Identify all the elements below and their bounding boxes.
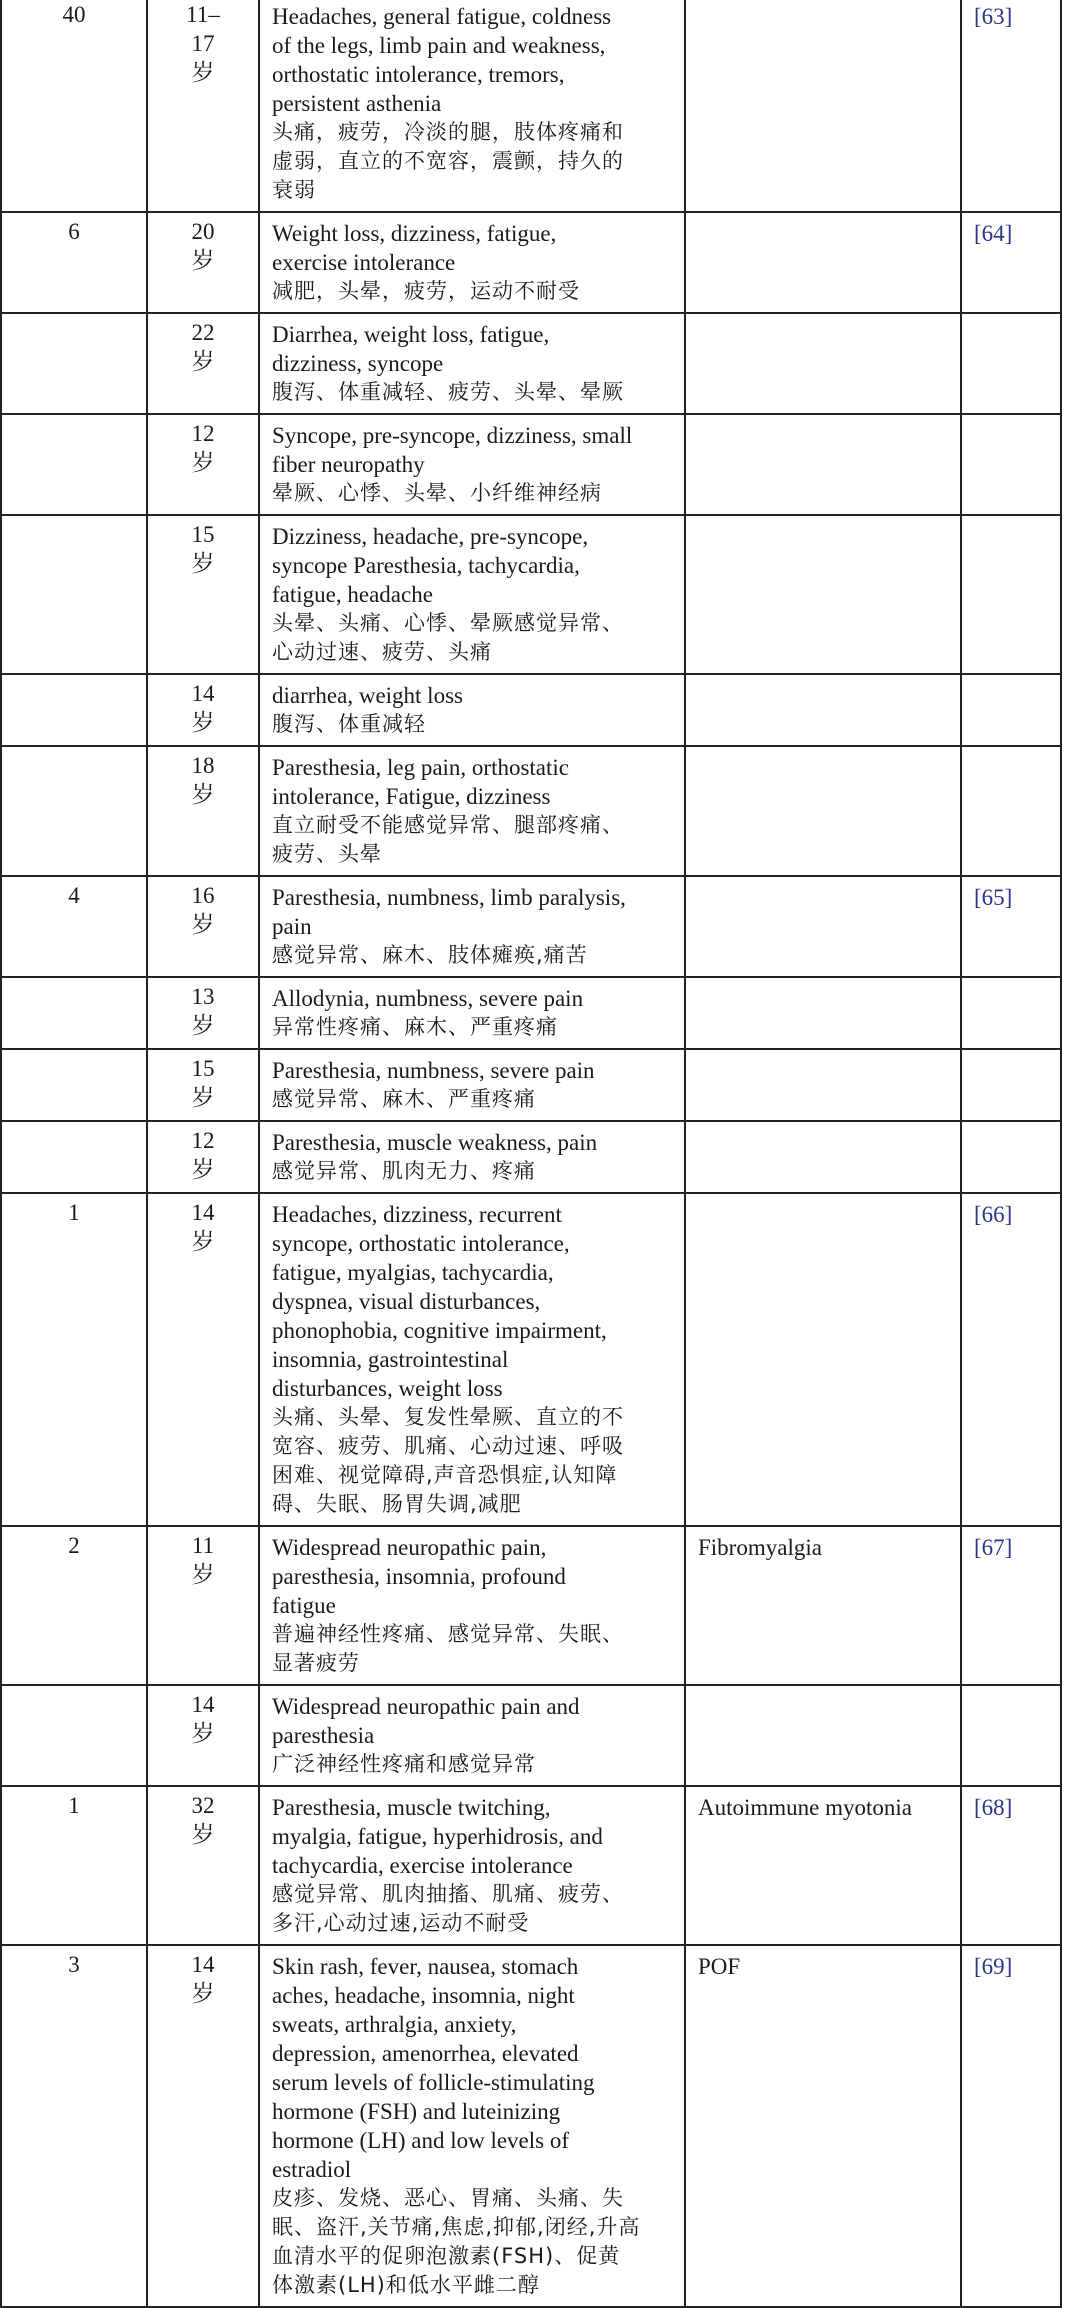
reference-link xyxy=(961,746,1061,876)
table-row xyxy=(1,977,1061,1049)
table-row xyxy=(1,746,1061,876)
age-line: 岁 xyxy=(191,551,215,576)
symptom-en-line: Widespread neuropathic pain and xyxy=(272,1694,580,1719)
symptoms-cell xyxy=(259,1786,685,1945)
symptom-en-line: hormone (LH) and low levels of xyxy=(272,2128,570,2153)
condition-cell xyxy=(685,212,961,313)
symptom-zh-line: 多汗,心动过速,运动不耐受 xyxy=(272,1911,530,1935)
symptom-zh-line: 感觉异常、麻木、肢体瘫痪,痛苦 xyxy=(272,943,588,967)
age-cell xyxy=(147,212,259,313)
symptom-zh-line: 宽容、疲劳、肌痛、心动过速、呼吸 xyxy=(272,1434,624,1458)
symptoms-cell xyxy=(259,1685,685,1786)
symptom-en-line: Paresthesia, numbness, severe pain xyxy=(272,1058,595,1083)
symptom-en-line: disturbances, weight loss xyxy=(272,1376,503,1401)
symptom-zh-line: 感觉异常、麻木、严重疼痛 xyxy=(272,1087,536,1111)
age-line: 岁 xyxy=(191,782,215,807)
table-row xyxy=(1,1685,1061,1786)
reference-link[interactable]: [68] xyxy=(961,1786,1061,1945)
table-row xyxy=(1,1193,1061,1526)
symptoms-cell xyxy=(259,313,685,414)
condition-cell xyxy=(685,674,961,746)
table-row xyxy=(1,1786,1061,1945)
reference-link xyxy=(961,977,1061,1049)
symptoms-cell xyxy=(259,414,685,515)
age-line: 岁 xyxy=(191,450,215,475)
symptoms-cell xyxy=(259,515,685,674)
symptom-zh-line: 体激素(LH)和低水平雌二醇 xyxy=(272,2273,540,2297)
symptom-zh-line: 皮疹、发烧、恶心、胃痛、头痛、失 xyxy=(272,2186,624,2210)
condition-cell xyxy=(685,0,961,212)
symptom-en-line: dyspnea, visual disturbances, xyxy=(272,1289,541,1314)
table-row xyxy=(1,1121,1061,1193)
symptom-zh-line: 疲劳、头晕 xyxy=(272,842,382,866)
symptom-en-line: Paresthesia, numbness, limb paralysis, xyxy=(272,885,626,910)
age-line: 17 xyxy=(191,31,215,56)
age-line: 岁 xyxy=(191,1085,215,1110)
reference-link xyxy=(961,515,1061,674)
symptom-en-line: of the legs, limb pain and weakness, xyxy=(272,33,606,58)
age-line: 岁 xyxy=(191,1229,215,1254)
condition-cell xyxy=(685,1121,961,1193)
condition-cell xyxy=(685,977,961,1049)
symptom-zh-line: 异常性疼痛、麻木、严重疼痛 xyxy=(272,1015,558,1039)
symptom-en-line: orthostatic intolerance, tremors, xyxy=(272,62,565,87)
cases-cell xyxy=(1,313,147,414)
symptom-zh-line: 头晕、头痛、心悸、晕厥感觉异常、 xyxy=(272,611,624,635)
symptom-zh-line: 衰弱 xyxy=(272,178,316,202)
symptom-en-line: fiber neuropathy xyxy=(272,452,425,477)
symptom-en-line: sweats, arthralgia, anxiety, xyxy=(272,2012,517,2037)
table-row xyxy=(1,515,1061,674)
age-line: 岁 xyxy=(191,1822,215,1847)
cases-cell: 1 xyxy=(1,1786,147,1945)
cases-cell xyxy=(1,515,147,674)
age-line: 12 xyxy=(191,421,215,446)
symptom-en-line: Diarrhea, weight loss, fatigue, xyxy=(272,322,550,347)
symptom-en-line: Allodynia, numbness, severe pain xyxy=(272,986,584,1011)
age-line: 14 xyxy=(191,681,215,706)
symptom-zh-line: 腹泻、体重减轻、疲劳、头晕、晕厥 xyxy=(272,380,624,404)
symptom-en-line: fatigue, myalgias, tachycardia, xyxy=(272,1260,554,1285)
symptom-zh-line: 广泛神经性疼痛和感觉异常 xyxy=(272,1752,536,1776)
symptom-zh-line: 虚弱，直立的不宽容，震颤，持久的 xyxy=(272,149,624,173)
symptom-en-line: fatigue xyxy=(272,1593,336,1618)
symptom-en-line: insomnia, gastrointestinal xyxy=(272,1347,509,1372)
cases-cell xyxy=(1,746,147,876)
age-cell xyxy=(147,0,259,212)
symptom-zh-line: 腹泻、体重减轻 xyxy=(272,712,426,736)
age-line: 岁 xyxy=(191,60,215,85)
age-line: 11– xyxy=(186,2,220,27)
symptom-en-line: syncope, orthostatic intolerance, xyxy=(272,1231,570,1256)
symptom-zh-line: 感觉异常、肌肉抽搐、肌痛、疲劳、 xyxy=(272,1882,624,1906)
age-line: 16 xyxy=(191,883,215,908)
condition-cell xyxy=(685,1685,961,1786)
table-row xyxy=(1,313,1061,414)
symptom-zh-line: 心动过速、疲劳、头痛 xyxy=(272,640,492,664)
age-cell xyxy=(147,876,259,977)
cases-cell xyxy=(1,1121,147,1193)
cases-cell xyxy=(1,1049,147,1121)
age-line: 14 xyxy=(191,1692,215,1717)
symptoms-cell xyxy=(259,746,685,876)
symptom-zh-line: 头痛，疲劳，冷淡的腿，肢体疼痛和 xyxy=(272,120,624,144)
age-line: 15 xyxy=(191,1056,215,1081)
table-row xyxy=(1,0,1061,212)
symptom-en-line: pain xyxy=(272,914,312,939)
age-line: 14 xyxy=(191,1200,215,1225)
symptom-zh-line: 显著疲劳 xyxy=(272,1651,360,1675)
age-line: 18 xyxy=(191,753,215,778)
age-line: 15 xyxy=(191,522,215,547)
symptom-en-line: hormone (FSH) and luteinizing xyxy=(272,2099,561,2124)
age-line: 20 xyxy=(191,219,215,244)
symptom-en-line: Paresthesia, leg pain, orthostatic xyxy=(272,755,570,780)
symptom-en-line: Weight loss, dizziness, fatigue, xyxy=(272,221,557,246)
age-cell xyxy=(147,1049,259,1121)
symptom-en-line: paresthesia, insomnia, profound xyxy=(272,1564,566,1589)
symptom-en-line: Widespread neuropathic pain, xyxy=(272,1535,547,1560)
age-line: 32 xyxy=(191,1793,215,1818)
age-line: 岁 xyxy=(191,710,215,735)
table-row xyxy=(1,414,1061,515)
cases-cell: 3 xyxy=(1,1945,147,2307)
age-line: 岁 xyxy=(191,349,215,374)
reference-link xyxy=(961,313,1061,414)
cases-cell: 4 xyxy=(1,876,147,977)
age-line: 岁 xyxy=(191,1157,215,1182)
age-cell xyxy=(147,515,259,674)
condition-cell xyxy=(685,1193,961,1526)
condition-cell xyxy=(685,746,961,876)
table-row xyxy=(1,1945,1061,2307)
reference-link xyxy=(961,1685,1061,1786)
age-line: 11 xyxy=(191,1533,215,1558)
age-cell xyxy=(147,674,259,746)
symptom-en-line: syncope Paresthesia, tachycardia, xyxy=(272,553,580,578)
age-cell xyxy=(147,977,259,1049)
reference-link[interactable]: [66] xyxy=(961,1193,1061,1526)
condition-cell: POF xyxy=(685,1945,961,2307)
age-cell xyxy=(147,1526,259,1685)
symptom-en-line: paresthesia xyxy=(272,1723,375,1748)
symptom-zh-line: 碍、失眠、肠胃失调,减肥 xyxy=(272,1492,522,1516)
symptoms-cell xyxy=(259,977,685,1049)
reference-link xyxy=(961,1121,1061,1193)
cases-cell xyxy=(1,977,147,1049)
condition-cell xyxy=(685,1049,961,1121)
condition-cell xyxy=(685,313,961,414)
symptoms-cell xyxy=(259,1193,685,1526)
reference-link[interactable]: [67] xyxy=(961,1526,1061,1685)
age-line: 13 xyxy=(191,984,215,1009)
table-row xyxy=(1,1049,1061,1121)
table-row xyxy=(1,674,1061,746)
symptom-en-line: serum levels of follicle-stimulating xyxy=(272,2070,595,2095)
reference-link[interactable]: [64] xyxy=(961,212,1061,313)
age-line: 岁 xyxy=(191,912,215,937)
symptom-en-line: dizziness, syncope xyxy=(272,351,444,376)
symptom-en-line: persistent asthenia xyxy=(272,91,442,116)
cases-cell: 1 xyxy=(1,1193,147,1526)
symptom-en-line: Paresthesia, muscle weakness, pain xyxy=(272,1130,598,1155)
reference-link xyxy=(961,414,1061,515)
symptom-zh-line: 普遍神经性疼痛、感觉异常、失眠、 xyxy=(272,1622,624,1646)
symptom-en-line: depression, amenorrhea, elevated xyxy=(272,2041,579,2066)
symptom-en-line: aches, headache, insomnia, night xyxy=(272,1983,575,2008)
symptom-en-line: fatigue, headache xyxy=(272,582,433,607)
age-line: 14 xyxy=(191,1952,215,1977)
condition-cell xyxy=(685,414,961,515)
table-body xyxy=(1,0,1061,2307)
cases-cell: 40 xyxy=(1,0,147,212)
symptoms-cell xyxy=(259,876,685,977)
age-line: 12 xyxy=(191,1128,215,1153)
symptom-en-line: intolerance, Fatigue, dizziness xyxy=(272,784,551,809)
condition-cell: Autoimmune myotonia xyxy=(685,1786,961,1945)
condition-cell xyxy=(685,876,961,977)
symptom-zh-line: 血清水平的促卵泡激素(FSH)、促黄 xyxy=(272,2244,621,2268)
age-cell xyxy=(147,1945,259,2307)
symptom-en-line: Skin rash, fever, nausea, stomach xyxy=(272,1954,579,1979)
symptom-en-line: Syncope, pre-syncope, dizziness, small xyxy=(272,423,633,448)
symptom-en-line: phonophobia, cognitive impairment, xyxy=(272,1318,607,1343)
reference-link xyxy=(961,1049,1061,1121)
symptom-en-line: myalgia, fatigue, hyperhidrosis, and xyxy=(272,1824,603,1849)
symptom-zh-line: 头痛、头晕、复发性晕厥、直立的不 xyxy=(272,1405,624,1429)
condition-cell: Fibromyalgia xyxy=(685,1526,961,1685)
age-line: 岁 xyxy=(191,1562,215,1587)
table-row xyxy=(1,212,1061,313)
symptom-zh-line: 晕厥、心悸、头晕、小纤维神经病 xyxy=(272,481,602,505)
table-row xyxy=(1,876,1061,977)
age-cell xyxy=(147,1193,259,1526)
age-line: 岁 xyxy=(191,248,215,273)
symptoms-cell xyxy=(259,0,685,212)
cases-cell xyxy=(1,414,147,515)
cases-cell: 2 xyxy=(1,1526,147,1685)
symptom-en-line: tachycardia, exercise intolerance xyxy=(272,1853,573,1878)
symptom-zh-line: 减肥，头晕，疲劳，运动不耐受 xyxy=(272,279,580,303)
symptom-en-line: estradiol xyxy=(272,2157,352,2182)
cases-cell: 6 xyxy=(1,212,147,313)
age-line: 岁 xyxy=(191,1013,215,1038)
reference-link[interactable]: [63] xyxy=(961,0,1061,212)
age-line: 22 xyxy=(191,320,215,345)
reference-link xyxy=(961,674,1061,746)
symptom-zh-line: 困难、视觉障碍,声音恐惧症,认知障 xyxy=(272,1463,618,1487)
age-line: 岁 xyxy=(191,1721,215,1746)
symptom-en-line: Headaches, dizziness, recurrent xyxy=(272,1202,562,1227)
table-row xyxy=(1,1526,1061,1685)
age-cell xyxy=(147,1685,259,1786)
symptoms-cell xyxy=(259,1121,685,1193)
symptom-en-line: exercise intolerance xyxy=(272,250,456,275)
symptom-en-line: diarrhea, weight loss xyxy=(272,683,463,708)
symptom-zh-line: 感觉异常、肌肉无力、疼痛 xyxy=(272,1159,536,1183)
symptom-en-line: Paresthesia, muscle twitching, xyxy=(272,1795,551,1820)
age-cell xyxy=(147,414,259,515)
symptoms-cell xyxy=(259,674,685,746)
cases-cell xyxy=(1,1685,147,1786)
symptoms-cell xyxy=(259,1526,685,1685)
symptom-en-line: Dizziness, headache, pre-syncope, xyxy=(272,524,589,549)
symptom-en-line: Headaches, general fatigue, coldness xyxy=(272,4,612,29)
symptoms-cell xyxy=(259,1049,685,1121)
symptoms-cell xyxy=(259,1945,685,2307)
age-cell xyxy=(147,1786,259,1945)
symptom-zh-line: 直立耐受不能感觉异常、腿部疼痛、 xyxy=(272,813,624,837)
age-cell xyxy=(147,746,259,876)
condition-cell xyxy=(685,515,961,674)
age-cell xyxy=(147,1121,259,1193)
reference-link[interactable]: [65] xyxy=(961,876,1061,977)
symptom-zh-line: 眠、盗汗,关节痛,焦虑,抑郁,闭经,升高 xyxy=(272,2215,641,2239)
symptoms-cell xyxy=(259,212,685,313)
age-cell xyxy=(147,313,259,414)
cases-cell xyxy=(1,674,147,746)
reference-link[interactable]: [69] xyxy=(961,1945,1061,2307)
age-line: 岁 xyxy=(191,1981,215,2006)
